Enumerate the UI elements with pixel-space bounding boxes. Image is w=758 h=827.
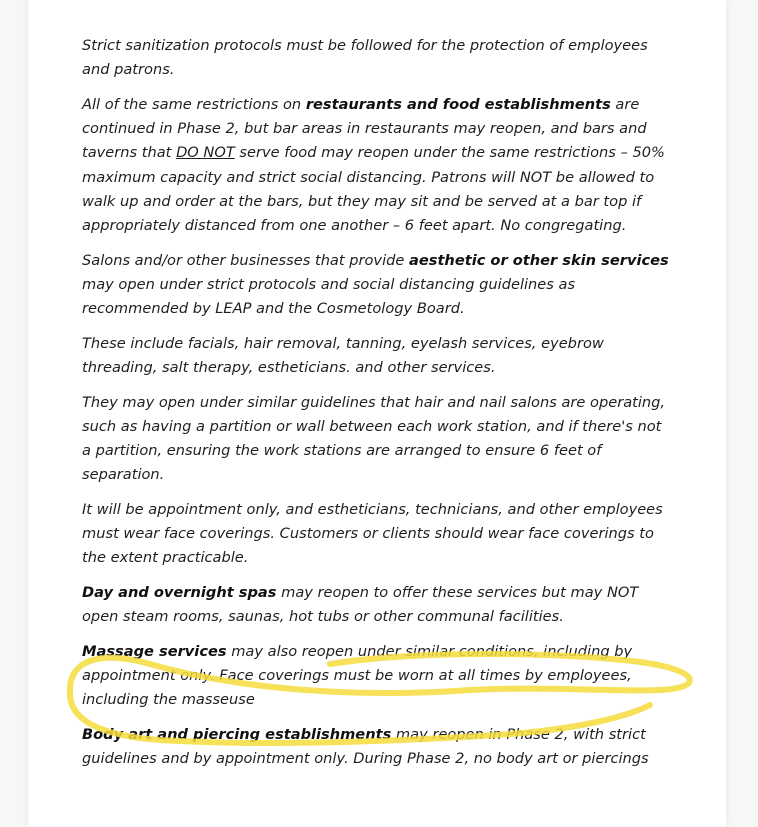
paragraph — [82, 34, 672, 82]
paragraph — [82, 498, 672, 571]
text-run: may also reopen under similar conditions, including by appointment only. Face coverings must be worn at all times by employees, including the masseuse — [82, 642, 633, 709]
text-run: serve food may reopen under the same restrictions – 50% maximum capacity and strict social distancing. Patrons will NOT be allowed to walk up and order at the bars, but they may sit and be served at a bar top if appropriately distanced from one another – 6 feet apart. No congregating. — [82, 144, 665, 234]
text-run: They may open under similar guidelines that hair and nail salons are operating, such as having a partition or wall between each work station, and if there's not a partition, ensuring the work stations are arranged to ensure 6 feet of separation. — [82, 393, 666, 484]
underlined-text: DO NOT — [176, 144, 235, 162]
text-run: may reopen to offer these services but may NOT open steam rooms, saunas, hot tubs or other communal facilities. — [82, 584, 639, 626]
bold-text: aesthetic or other skin services — [409, 251, 669, 269]
text-run: All of the same restrictions on — [82, 95, 306, 113]
document-body — [82, 34, 672, 782]
bold-text: Body art and piercing establishments — [82, 726, 392, 744]
paragraph — [82, 640, 672, 713]
text-run: Strict sanitization protocols must be followed for the protection of employees and patrons. — [82, 37, 648, 79]
text-run: may reopen in Phase 2, with strict guidelines and by appointment only. During Phase 2, no body art or piercings — [82, 726, 649, 768]
paragraph — [82, 391, 672, 488]
text-run: These include facials, hair removal, tanning, eyelash services, eyebrow threading, salt therapy, estheticians. and other services. — [82, 334, 604, 376]
paragraph — [82, 93, 672, 238]
paragraph — [82, 581, 672, 629]
bold-text: restaurants and food establishments — [305, 95, 611, 113]
paragraph — [82, 332, 672, 380]
paragraph — [82, 249, 672, 322]
text-run: Salons and/or other businesses that provide — [82, 251, 410, 269]
text-run: It will be appointment only, and estheticians, technicians, and other employees must wear face coverings. Customers or clients should wear face coverings to the extent practicable. — [82, 500, 663, 567]
bold-text: Massage services — [82, 642, 227, 660]
text-run: may open under strict protocols and social distancing guidelines as recommended by LEAP and the Cosmetology Board. — [82, 275, 576, 318]
paragraph — [82, 723, 672, 771]
text-run: are continued in Phase 2, but bar areas in restaurants may reopen, and bars and taverns that — [82, 95, 647, 162]
bold-text: Day and overnight spas — [82, 584, 277, 602]
